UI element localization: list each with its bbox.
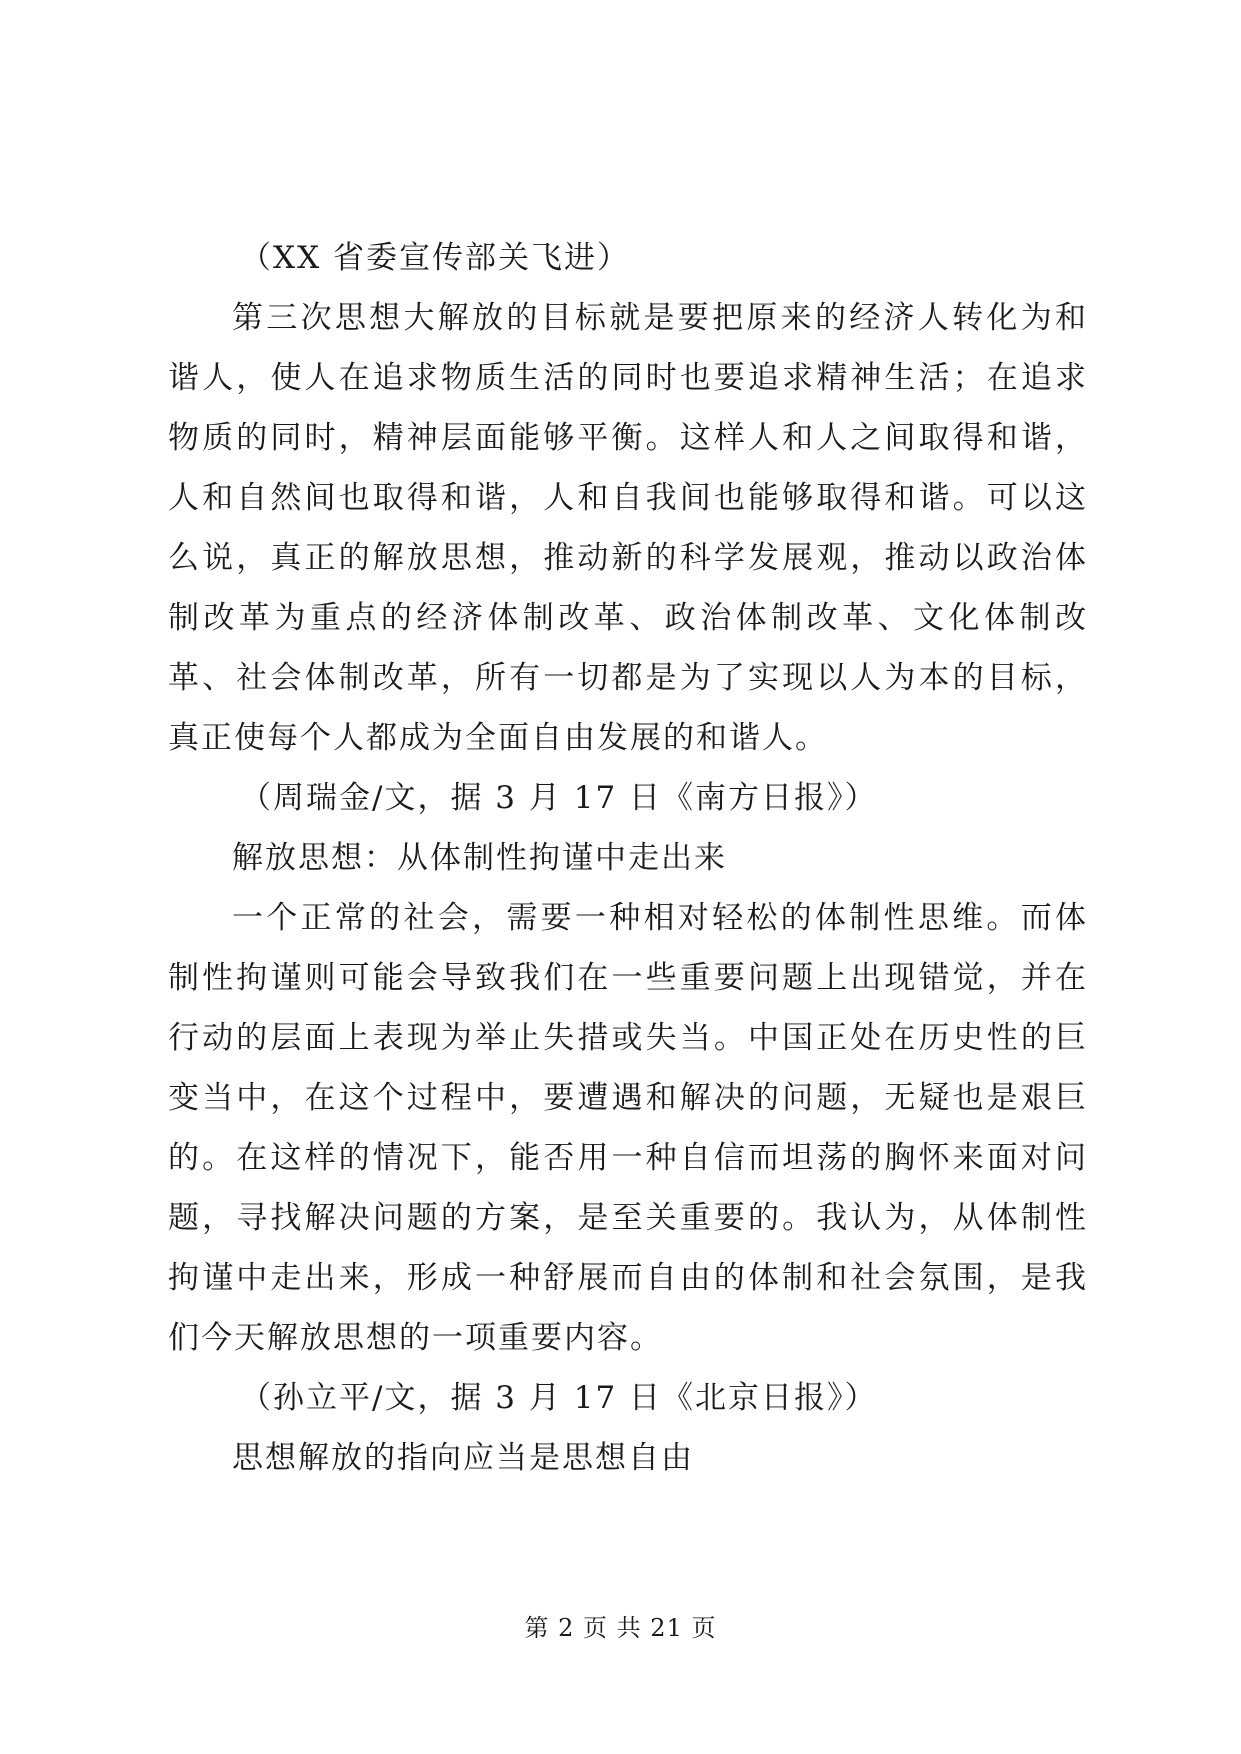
body-paragraph: 一个正常的社会，需要一种相对轻松的体制性思维。而体制性拘谨则可能会导致我们在一些重要问题上出现错觉，并在行动的层面上表现为举止失措或失当。中国正处在历史性的巨变当中，在这个过程中，要遭遇和解决的问题，无疑也是艰巨的。在这样的情况下，能否用一种自信而坦荡的胸怀来面对问题，寻找解决问题的方案，是至关重要的。我认为，从体制性拘谨中走出来，形成一种舒展而自由的体制和社会氛围，是我们今天解放思想的一项重要内容。 (168, 900, 1088, 1356)
byline-paragraph: （XX 省委宣传部关飞进） (240, 240, 630, 276)
section-heading: 思想解放的指向应当是思想自由 (232, 1440, 694, 1476)
document-body (168, 228, 1088, 1488)
page-number-footer: 第 2 页 共 21 页 (524, 1614, 717, 1642)
section-heading: 解放思想：从体制性拘谨中走出来 (232, 840, 727, 876)
body-paragraph: 第三次思想大解放的目标就是要把原来的经济人转化为和谐人，使人在追求物质生活的同时也要追求精神生活；在追求物质的同时，精神层面能够平衡。这样人和人之间取得和谐，人和自然间也取得和谐，人和自我间也能够取得和谐。可以这么说，真正的解放思想，推动新的科学发展观，推动以政治体制改革为重点的经济体制改革、政治体制改革、文化体制改革、社会体制改革，所有一切都是为了实现以人为本的目标，真正使每个人都成为全面自由发展的和谐人。 (168, 300, 1088, 756)
byline-paragraph: （孙立平/文，据 3 月 17 日《北京日报》） (240, 1380, 878, 1416)
byline-paragraph: （周瑞金/文，据 3 月 17 日《南方日报》） (240, 780, 878, 816)
